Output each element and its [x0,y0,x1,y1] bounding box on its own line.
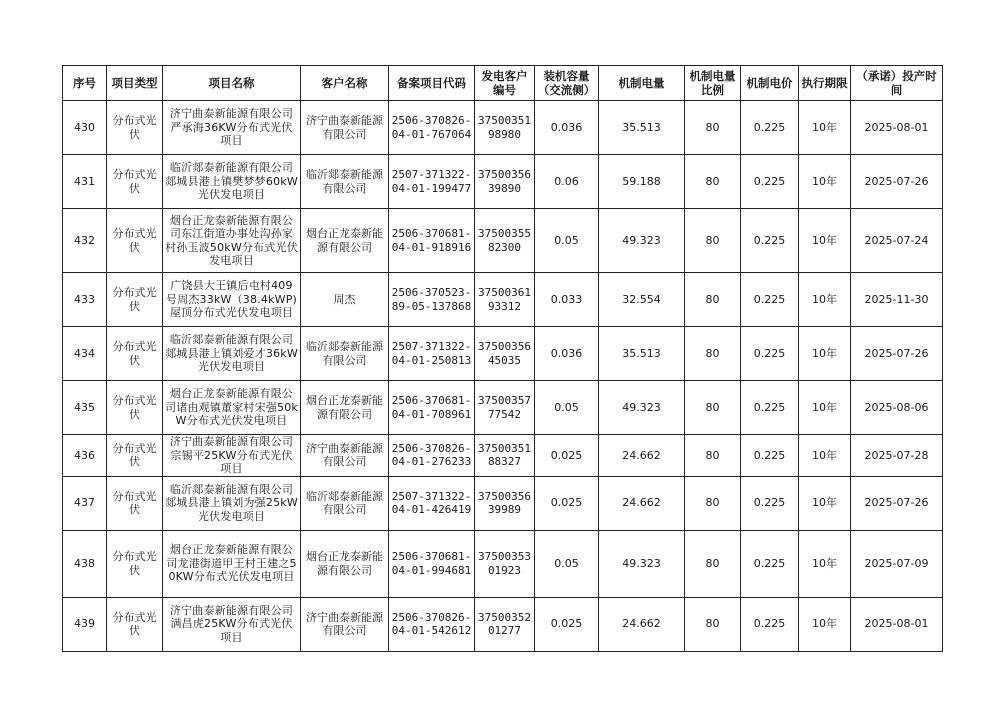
cell-date: 2025-07-09 [851,530,943,597]
cell-energy: 35.513 [599,101,685,155]
cell-seq: 430 [63,101,107,155]
cell-seq: 436 [63,435,107,477]
cell-price: 0.225 [741,476,799,530]
cell-customer: 烟台正龙泰新能源有限公司 [301,381,389,435]
cell-type: 分布式光伏 [107,155,163,209]
header-date: （承诺）投产时间 [851,66,943,101]
cell-term: 10年 [799,209,851,273]
cell-term: 10年 [799,476,851,530]
cell-type: 分布式光伏 [107,209,163,273]
cell-date: 2025-07-28 [851,435,943,477]
cell-term: 10年 [799,530,851,597]
cell-seq: 437 [63,476,107,530]
cell-date: 2025-07-26 [851,155,943,209]
cell-capacity: 0.05 [535,530,599,597]
header-seq: 序号 [63,66,107,101]
cell-customer: 临沂郯泰新能源有限公司 [301,476,389,530]
cell-type: 分布式光伏 [107,327,163,381]
cell-energy: 24.662 [599,476,685,530]
cell-ratio: 80 [685,327,741,381]
header-customer: 客户名称 [301,66,389,101]
cell-ratio: 80 [685,101,741,155]
cell-project: 烟台正龙泰新能源有限公司诸由观镇董家村宋强50kW分布式光伏发电项目 [163,381,301,435]
cell-project: 烟台正龙泰新能源有限公司龙港街道甲王村王建之50KW分布式光伏发电项目 [163,530,301,597]
cell-capacity: 0.025 [535,597,599,651]
cell-account: 3750035198980 [475,101,535,155]
table-row [63,435,943,477]
cell-account: 3750036193312 [475,273,535,327]
cell-project: 临沂郯泰新能源有限公司郯城县港上镇刘爱才36kW光伏发电项目 [163,327,301,381]
cell-date: 2025-08-01 [851,101,943,155]
cell-seq: 432 [63,209,107,273]
cell-term: 10年 [799,273,851,327]
cell-seq: 433 [63,273,107,327]
cell-price: 0.225 [741,435,799,477]
cell-term: 10年 [799,435,851,477]
cell-capacity: 0.036 [535,101,599,155]
cell-project: 烟台正龙泰新能源有限公司东江街道办事处沟孙家村孙玉波50kW分布式光伏发电项目 [163,209,301,273]
cell-ratio: 80 [685,530,741,597]
cell-price: 0.225 [741,155,799,209]
header-energy: 机制电量 [599,66,685,101]
header-type: 项目类型 [107,66,163,101]
cell-project: 临沂郯泰新能源有限公司郯城县港上镇刘为强25kW光伏发电项目 [163,476,301,530]
cell-energy: 32.554 [599,273,685,327]
table-row [63,101,943,155]
cell-date: 2025-07-26 [851,476,943,530]
header-account: 发电客户编号 [475,66,535,101]
table-row [63,530,943,597]
cell-code: 2506-370826-04-01-767064 [389,101,475,155]
cell-energy: 24.662 [599,597,685,651]
cell-date: 2025-08-01 [851,597,943,651]
table-row [63,476,943,530]
cell-customer: 济宁曲泰新能源有限公司 [301,435,389,477]
cell-account: 3750035639890 [475,155,535,209]
cell-capacity: 0.036 [535,327,599,381]
cell-seq: 439 [63,597,107,651]
cell-price: 0.225 [741,530,799,597]
cell-code: 2506-370523-89-05-137868 [389,273,475,327]
cell-energy: 49.323 [599,530,685,597]
cell-account: 3750035301923 [475,530,535,597]
cell-term: 10年 [799,597,851,651]
cell-code: 2506-370681-04-01-708961 [389,381,475,435]
cell-energy: 49.323 [599,209,685,273]
cell-customer: 济宁曲泰新能源有限公司 [301,101,389,155]
cell-price: 0.225 [741,381,799,435]
cell-price: 0.225 [741,101,799,155]
header-term: 执行期限 [799,66,851,101]
cell-customer: 济宁曲泰新能源有限公司 [301,597,389,651]
table-row [63,209,943,273]
cell-seq: 435 [63,381,107,435]
cell-code: 2507-371322-04-01-426419 [389,476,475,530]
cell-project: 济宁曲泰新能源有限公司宗锡平25KW分布式光伏项目 [163,435,301,477]
cell-customer: 烟台正龙泰新能源有限公司 [301,530,389,597]
cell-seq: 438 [63,530,107,597]
cell-price: 0.225 [741,209,799,273]
cell-type: 分布式光伏 [107,530,163,597]
header-capacity: 装机容量（交流侧） [535,66,599,101]
cell-customer: 烟台正龙泰新能源有限公司 [301,209,389,273]
cell-ratio: 80 [685,597,741,651]
cell-account: 3750035201277 [475,597,535,651]
header-price: 机制电价 [741,66,799,101]
cell-type: 分布式光伏 [107,597,163,651]
cell-capacity: 0.033 [535,273,599,327]
cell-date: 2025-07-26 [851,327,943,381]
cell-term: 10年 [799,155,851,209]
cell-capacity: 0.025 [535,476,599,530]
cell-energy: 49.323 [599,381,685,435]
cell-ratio: 80 [685,273,741,327]
cell-account: 3750035582300 [475,209,535,273]
cell-project: 广饶县大王镇后屯村409号周杰33kW（38.4kWP)屋顶分布式光伏发电项目 [163,273,301,327]
cell-account: 3750035777542 [475,381,535,435]
cell-energy: 24.662 [599,435,685,477]
projects-table [62,65,943,652]
cell-energy: 35.513 [599,327,685,381]
cell-capacity: 0.06 [535,155,599,209]
cell-code: 2506-370681-04-01-918916 [389,209,475,273]
cell-type: 分布式光伏 [107,476,163,530]
header-project: 项目名称 [163,66,301,101]
cell-price: 0.225 [741,597,799,651]
cell-date: 2025-07-24 [851,209,943,273]
cell-code: 2507-371322-04-01-199477 [389,155,475,209]
cell-date: 2025-11-30 [851,273,943,327]
cell-project: 临沂郯泰新能源有限公司郯城县港上镇樊梦梦60kW光伏发电项目 [163,155,301,209]
cell-type: 分布式光伏 [107,101,163,155]
table-row [63,327,943,381]
table-row [63,155,943,209]
cell-capacity: 0.05 [535,209,599,273]
cell-energy: 59.188 [599,155,685,209]
cell-project: 济宁曲泰新能源有限公司严承海36KW分布式光伏项目 [163,101,301,155]
cell-term: 10年 [799,327,851,381]
cell-term: 10年 [799,381,851,435]
cell-date: 2025-08-06 [851,381,943,435]
cell-type: 分布式光伏 [107,273,163,327]
cell-seq: 431 [63,155,107,209]
header-ratio: 机制电量比例 [685,66,741,101]
cell-type: 分布式光伏 [107,381,163,435]
cell-ratio: 80 [685,209,741,273]
table-row [63,597,943,651]
cell-customer: 临沂郯泰新能源有限公司 [301,155,389,209]
cell-code: 2506-370826-04-01-542612 [389,597,475,651]
cell-ratio: 80 [685,381,741,435]
table-header-row [63,66,943,101]
header-code: 备案项目代码 [389,66,475,101]
cell-project: 济宁曲泰新能源有限公司满昌虎25KW分布式光伏项目 [163,597,301,651]
cell-code: 2506-370826-04-01-276233 [389,435,475,477]
cell-ratio: 80 [685,476,741,530]
cell-ratio: 80 [685,155,741,209]
cell-seq: 434 [63,327,107,381]
table-row [63,381,943,435]
cell-price: 0.225 [741,327,799,381]
cell-customer: 周杰 [301,273,389,327]
cell-code: 2507-371322-04-01-250813 [389,327,475,381]
cell-ratio: 80 [685,435,741,477]
cell-capacity: 0.025 [535,435,599,477]
cell-account: 3750035188327 [475,435,535,477]
cell-term: 10年 [799,101,851,155]
cell-account: 3750035645035 [475,327,535,381]
cell-price: 0.225 [741,273,799,327]
cell-code: 2506-370681-04-01-994681 [389,530,475,597]
cell-type: 分布式光伏 [107,435,163,477]
cell-capacity: 0.05 [535,381,599,435]
cell-account: 3750035639989 [475,476,535,530]
table-row [63,273,943,327]
cell-customer: 临沂郯泰新能源有限公司 [301,327,389,381]
